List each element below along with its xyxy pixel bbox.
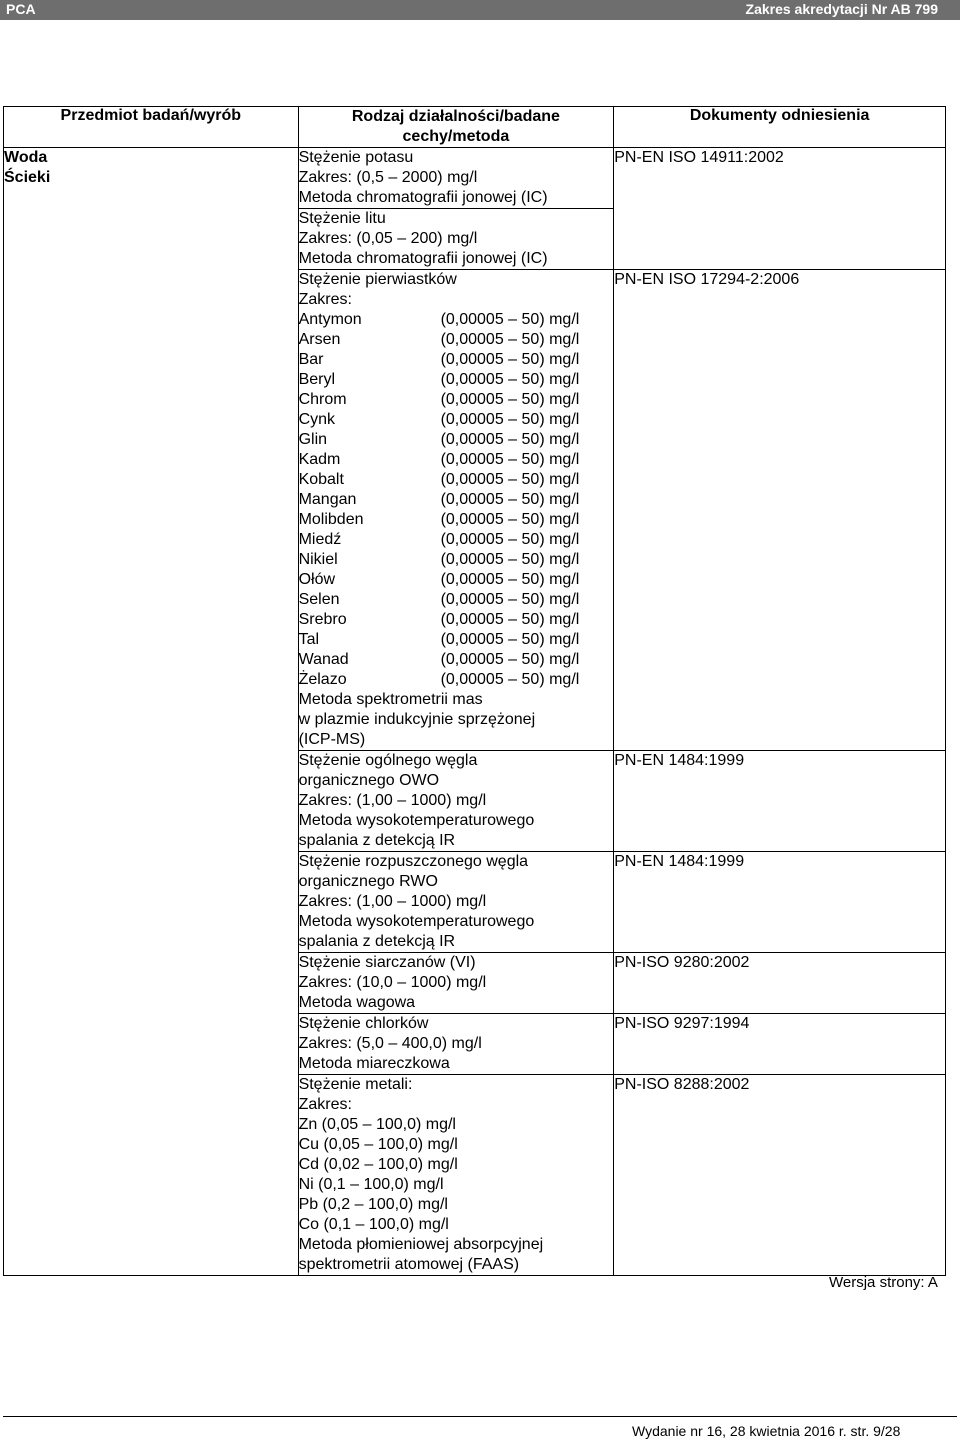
- element-row: [299, 430, 614, 450]
- element-row: [299, 450, 614, 470]
- element-name: Tal: [298, 631, 320, 648]
- activity-line: Stężenie pierwiastków: [298, 271, 457, 288]
- element-row: [299, 330, 614, 350]
- table-header-row: [4, 107, 946, 148]
- element-range: (0,00005 – 50) mg/l: [440, 311, 580, 328]
- activity-line: Metoda płomieniowej absorpcyjnej: [298, 1236, 544, 1253]
- document-ref: PN-ISO 8288:2002: [614, 1076, 750, 1093]
- activity-line: Zakres:: [298, 291, 352, 308]
- document-ref: PN-EN 1484:1999: [614, 752, 745, 769]
- activity-line: (ICP-MS): [298, 731, 366, 748]
- element-row: [299, 350, 614, 370]
- element-row: [299, 470, 614, 490]
- header-left: PCA: [6, 1, 36, 17]
- column-header-activity: [298, 107, 614, 148]
- activity-line: Metoda chromatografii jonowej (IC): [298, 189, 548, 206]
- element-name: Bar: [298, 351, 324, 368]
- document-ref: PN-EN 1484:1999: [614, 853, 745, 870]
- element-range: (0,00005 – 50) mg/l: [440, 511, 580, 528]
- page-version: Wersja strony: A: [829, 1274, 938, 1291]
- element-range: (0,00005 – 50) mg/l: [440, 651, 580, 668]
- activity-line: Metoda wysokotemperaturowego: [298, 913, 535, 930]
- product-line: Woda: [4, 149, 48, 166]
- document-cell: [614, 1075, 946, 1276]
- element-row: [299, 610, 614, 630]
- element-range: (0,00005 – 50) mg/l: [440, 471, 580, 488]
- element-row: [299, 650, 614, 670]
- activity-line: organicznego OWO: [298, 772, 440, 789]
- activity-line: Metoda spektrometrii mas: [298, 691, 483, 708]
- activity-line: Zn (0,05 – 100,0) mg/l: [298, 1116, 456, 1133]
- element-range: (0,00005 – 50) mg/l: [440, 631, 580, 648]
- element-name: Cynk: [298, 411, 336, 428]
- document-cell: [614, 852, 946, 953]
- document-cell: [614, 148, 946, 270]
- product-cell: [4, 148, 299, 1276]
- activity-line: Stężenie rozpuszczonego węgla: [298, 853, 529, 870]
- activity-line: Stężenie litu: [298, 210, 386, 227]
- element-row: [299, 550, 614, 570]
- element-range: (0,00005 – 50) mg/l: [440, 591, 580, 608]
- activity-line: Stężenie potasu: [298, 149, 414, 166]
- activity-line: Zakres: (5,0 – 400,0) mg/l: [298, 1035, 482, 1052]
- element-row: [299, 670, 614, 690]
- element-range: (0,00005 – 50) mg/l: [440, 531, 580, 548]
- activity-cell: [298, 953, 614, 1014]
- element-name: Żelazo: [298, 671, 347, 688]
- element-range: (0,00005 – 50) mg/l: [440, 331, 580, 348]
- activity-line: Zakres:: [298, 1096, 352, 1113]
- element-row: [299, 590, 614, 610]
- element-range: (0,00005 – 50) mg/l: [440, 391, 580, 408]
- activity-line: Cd (0,02 – 100,0) mg/l: [298, 1156, 458, 1173]
- activity-line: Ni (0,1 – 100,0) mg/l: [298, 1176, 444, 1193]
- activity-cell: [298, 209, 614, 270]
- element-range: (0,00005 – 50) mg/l: [440, 611, 580, 628]
- activity-cell: [298, 148, 614, 209]
- activity-line: spalania z detekcją IR: [298, 933, 456, 950]
- element-row: [299, 630, 614, 650]
- activity-line: Zakres: (0,05 ‒ 200) mg/l: [298, 230, 478, 247]
- element-name: Nikiel: [298, 551, 338, 568]
- element-range: (0,00005 – 50) mg/l: [440, 351, 580, 368]
- element-row: [299, 370, 614, 390]
- footer-text: Wydanie nr 16, 28 kwietnia 2016 r. str. 9/28: [632, 1423, 901, 1439]
- document-cell: [614, 270, 946, 751]
- element-name: Kobalt: [298, 471, 344, 488]
- element-name: Srebro: [298, 611, 347, 628]
- activity-cell: [298, 1014, 614, 1075]
- document-ref: PN-ISO 9280:2002: [614, 954, 750, 971]
- accreditation-table: [3, 106, 946, 1276]
- activity-line: Metoda wagowa: [298, 994, 416, 1011]
- element-name: Antymon: [298, 311, 362, 328]
- element-row: [299, 410, 614, 430]
- activity-line: Pb (0,2 – 100,0) mg/l: [298, 1196, 448, 1213]
- activity-line: spektrometrii atomowej (FAAS): [298, 1256, 520, 1273]
- element-range: (0,00005 – 50) mg/l: [440, 431, 580, 448]
- activity-line: Metoda wysokotemperaturowego: [298, 812, 535, 829]
- element-row: [299, 490, 614, 510]
- column-header-subject: Przedmiot badań/wyrób: [4, 107, 299, 148]
- document-ref: PN-EN ISO 17294-2:2006: [614, 271, 800, 288]
- activity-line: Co (0,1 – 100,0) mg/l: [298, 1216, 449, 1233]
- element-row: [299, 530, 614, 550]
- column-header-documents: Dokumenty odniesienia: [614, 107, 946, 148]
- activity-line: Metoda chromatografii jonowej (IC): [298, 250, 548, 267]
- activity-line: w plazmie indukcyjnie sprzężonej: [298, 711, 536, 728]
- activity-cell: [298, 751, 614, 852]
- element-name: Wanad: [298, 651, 349, 668]
- activity-cell: [298, 1075, 614, 1276]
- element-name: Miedź: [298, 531, 342, 548]
- element-name: Chrom: [298, 391, 347, 408]
- column-header-activity-line1: Rodzaj działalności/badane: [351, 108, 560, 125]
- element-range: (0,00005 – 50) mg/l: [440, 411, 580, 428]
- document-cell: [614, 751, 946, 852]
- document-ref: PN-EN ISO 14911:2002: [614, 149, 784, 166]
- header-right: Zakres akredytacji Nr AB 799: [745, 1, 938, 17]
- activity-line: Zakres: (10,0 – 1000) mg/l: [298, 974, 487, 991]
- element-row: [299, 310, 614, 330]
- element-name: Beryl: [298, 371, 336, 388]
- element-row: [299, 510, 614, 530]
- element-name: Molibden: [298, 511, 364, 528]
- element-name: Arsen: [298, 331, 341, 348]
- activity-line: spalania z detekcją IR: [298, 832, 456, 849]
- activity-line: organicznego RWO: [298, 873, 438, 890]
- element-range: (0,00005 – 50) mg/l: [440, 551, 580, 568]
- table-row: [4, 148, 946, 209]
- activity-line: Stężenie siarczanów (VI): [298, 954, 476, 971]
- column-header-activity-line2: cechy/metoda: [402, 128, 510, 145]
- document-ref: PN-ISO 9297:1994: [614, 1015, 750, 1032]
- document-cell: [614, 1014, 946, 1075]
- element-name: Selen: [298, 591, 340, 608]
- activity-line: Zakres: (1,00 – 1000) mg/l: [298, 792, 487, 809]
- activity-line: Metoda miareczkowa: [298, 1055, 450, 1072]
- activity-cell: [298, 270, 614, 751]
- element-row: [299, 390, 614, 410]
- footer-divider: [3, 1416, 957, 1417]
- activity-line: Stężenie ogólnego węgla: [298, 752, 478, 769]
- product-line: Ścieki: [4, 169, 51, 186]
- document-cell: [614, 953, 946, 1014]
- element-range: (0,00005 – 50) mg/l: [440, 451, 580, 468]
- element-range: (0,00005 – 50) mg/l: [440, 671, 580, 688]
- activity-cell: [298, 852, 614, 953]
- element-name: Kadm: [298, 451, 341, 468]
- activity-line: Zakres: (1,00 – 1000) mg/l: [298, 893, 487, 910]
- header-bar: [0, 0, 960, 20]
- element-row: [299, 570, 614, 590]
- activity-line: Stężenie chlorków: [298, 1015, 429, 1032]
- element-name: Mangan: [298, 491, 357, 508]
- activity-line: Cu (0,05 – 100,0) mg/l: [298, 1136, 458, 1153]
- element-name: Ołów: [298, 571, 336, 588]
- activity-line: Stężenie metali:: [298, 1076, 413, 1093]
- activity-line: Zakres: (0,5 ‒ 2000) mg/l: [298, 169, 478, 186]
- element-name: Glin: [298, 431, 328, 448]
- element-range: (0,00005 – 50) mg/l: [440, 491, 580, 508]
- element-range: (0,00005 – 50) mg/l: [440, 371, 580, 388]
- element-range: (0,00005 – 50) mg/l: [440, 571, 580, 588]
